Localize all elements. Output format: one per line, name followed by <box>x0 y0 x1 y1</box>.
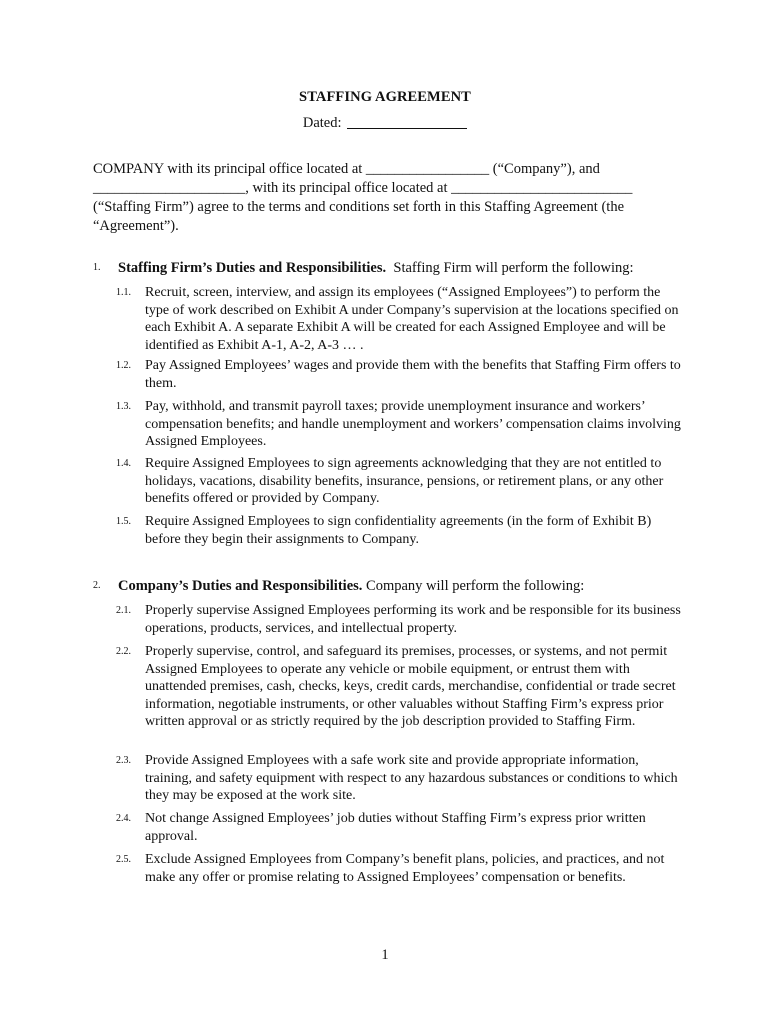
dated-label: Dated: <box>302 115 342 131</box>
item-number: 2.2. <box>116 646 131 657</box>
section-lead: Company will perform the following: <box>366 578 585 594</box>
item-text: Recruit, screen, interview, and assign its employees (“Assigned Employees”) to perform the type of work described on Exhibit A under Company’s supervision at the locations specified on each Exhibit A. A separate Exhibit A will be created for each Assigned Employee and will be identified as Exhibit A-1, A-2, A-3 … . <box>145 285 679 353</box>
date-blank <box>347 114 467 129</box>
item-text: Provide Assigned Employees with a safe work site and provide appropriate information, training, and safety equipment with respect to any hazardous substances or conditions to which they may be exposed at the work site. <box>145 753 678 803</box>
item-number: 1.1. <box>116 287 131 298</box>
section-heading: Company’s Duties and Responsibilities. <box>118 578 363 594</box>
section-number: 2. <box>93 580 101 591</box>
item-text: Not change Assigned Employees’ job duties without Staffing Firm’s express prior written approval. <box>145 811 646 844</box>
document-title: STAFFING AGREEMENT <box>299 89 471 105</box>
page-number: 1 <box>381 947 389 963</box>
item-number: 1.3. <box>116 401 131 412</box>
item-number: 1.4. <box>116 458 131 469</box>
item-number: 2.4. <box>116 813 131 824</box>
item-text: Properly supervise, control, and safeguard its premises, processes, or systems, and not permit Assigned Employees to operate any vehicle or mobile equipment, or entrust them with unattended premises, cash, checks, keys, credit cards, merchandise, confidential or trade secret information, negotiable instruments, or other valuables without Staffing Firm’s express prior written approval or as strictly required by the job description provided to Staffing Firm. <box>145 644 676 729</box>
section-lead: Staffing Firm will perform the following: <box>393 260 634 276</box>
item-number: 2.5. <box>116 854 131 865</box>
item-number: 2.3. <box>116 755 131 766</box>
item-text: Pay, withhold, and transmit payroll taxes; provide unemployment insurance and workers’ compensation benefits; and handle unemployment and workers’ compensation claims involving Assigned Employees. <box>145 399 681 449</box>
section-heading-line <box>118 577 688 596</box>
section-heading-line <box>118 259 688 278</box>
item-number: 2.1. <box>116 605 131 616</box>
section-heading: Staffing Firm’s Duties and Responsibilities. <box>118 260 387 276</box>
dated-line <box>0 114 770 132</box>
item-text: Require Assigned Employees to sign confidentiality agreements (in the form of Exhibit B) before they begin their assignments to Company. <box>145 514 652 547</box>
section-number: 1. <box>93 262 101 273</box>
item-text: Exclude Assigned Employees from Company’s benefit plans, policies, and practices, and not make any offer or promise relating to Assigned Employees’ compensation or benefits. <box>145 852 665 885</box>
item-text: Pay Assigned Employees’ wages and provide them with the benefits that Staffing Firm offers to them. <box>145 358 681 391</box>
item-text: Require Assigned Employees to sign agreements acknowledging that they are not entitled to holidays, vacations, disability benefits, insurance, pensions, or retirement plans, or any other benefits offered or provided by Company. <box>145 456 664 506</box>
item-number: 1.2. <box>116 360 131 371</box>
item-text: Properly supervise Assigned Employees performing its work and be responsible for its business operations, products, services, and intellectual property. <box>145 603 681 636</box>
item-number: 1.5. <box>116 516 131 527</box>
intro-paragraph: COMPANY with its principal office located at _________________ (“Company”), and _____________________, with its principal office located at _________________________ (“Staffing Firm”) agree to the terms and conditions set forth in this Staffing Agreement (the “Agreement”). <box>93 161 633 234</box>
